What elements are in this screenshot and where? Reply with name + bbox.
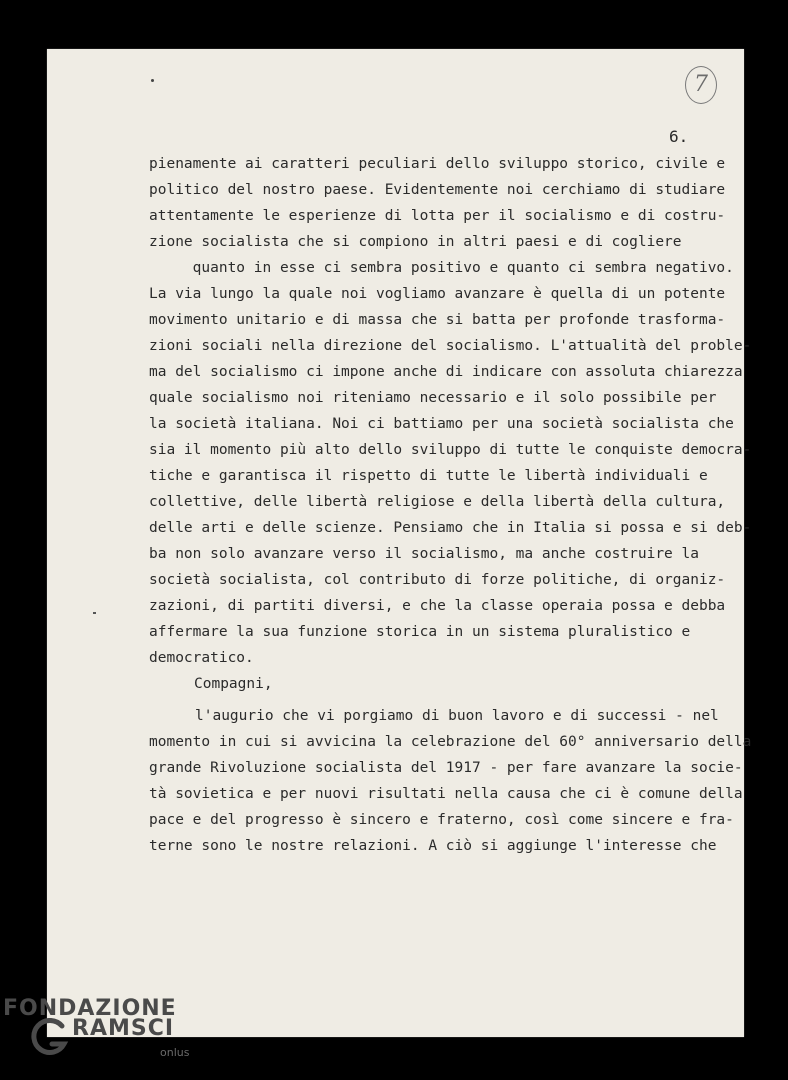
text-line: collettive, delle libertà religiose e della libertà della cultura, <box>149 494 726 510</box>
text-line: La via lungo la quale noi vogliamo avanzare è quella di un potente <box>149 286 726 302</box>
text-line: ma del socialismo ci impone anche di indicare con assoluta chiarezza <box>149 364 743 380</box>
fondazione-gramsci-logo <box>0 996 200 1066</box>
text-line: zioni sociali nella direzione del socialismo. L'attualità del proble- <box>149 338 752 354</box>
margin-tick-mark <box>93 612 96 614</box>
text-line: grande Rivoluzione socialista del 1917 - per fare avanzare la socie- <box>149 760 743 776</box>
text-line: attentamente le esperienze di lotta per il socialismo e di costru- <box>149 208 726 224</box>
logo-text-ramsci: RAMSCI <box>72 1016 175 1041</box>
text-line: momento in cui si avvicina la celebrazione del 60° anniversario della <box>149 734 752 750</box>
text-line: democratico. <box>149 650 254 666</box>
text-line: delle arti e delle scienze. Pensiamo che in Italia si possa e si deb- <box>149 520 752 536</box>
text-line: zazioni, di partiti diversi, e che la classe operaia possa e debba <box>149 598 726 614</box>
text-line: tiche e garantisca il rispetto di tutte le libertà individuali e <box>149 468 708 484</box>
text-line: sia il momento più alto dello sviluppo di tutte le conquiste democra- <box>149 442 752 458</box>
text-line: pace e del progresso è sincero e fraterno, così come sincere e fra- <box>149 812 734 828</box>
text-line: movimento unitario e di massa che si batta per profonde trasforma- <box>149 312 726 328</box>
text-line: zione socialista che si compiono in altri paesi e di cogliere <box>149 234 682 250</box>
logo-g-mark-icon <box>30 1018 70 1058</box>
logo-text-onlus: onlus <box>160 1046 190 1059</box>
text-line: quanto in esse ci sembra positivo e quanto ci sembra negativo. <box>149 260 734 276</box>
text-line: terne sono le nostre relazioni. A ciò si aggiunge l'interesse che <box>149 838 717 854</box>
logo-text-fondazione: FONDAZIONE <box>3 996 177 1021</box>
text-line: la società italiana. Noi ci battiamo per una società socialista che <box>149 416 734 432</box>
text-line: affermare la sua funzione storica in un sistema pluralistico e <box>149 624 691 640</box>
text-line: tà sovietica e per nuovi risultati nella causa che ci è comune della <box>149 786 743 802</box>
text-line: società socialista, col contributo di forze politiche, di organiz- <box>149 572 726 588</box>
typewritten-body <box>149 151 752 859</box>
text-line: quale socialismo noi riteniamo necessario e il solo possibile per <box>149 390 717 406</box>
paragraph-first-line: l'augurio che vi porgiamo di buon lavoro e di successi - nel <box>195 708 719 724</box>
text-line: pienamente ai caratteri peculiari dello sviluppo storico, civile e <box>149 156 726 172</box>
ink-dot-mark <box>151 79 154 82</box>
salutation-line: Compagni, <box>194 676 273 692</box>
document-page <box>47 49 752 1037</box>
folio-circled-number: 7 <box>685 66 717 104</box>
text-line: ba non solo avanzare verso il socialismo, ma anche costruire la <box>149 546 699 562</box>
page-number: 6. <box>669 127 689 146</box>
text-line: politico del nostro paese. Evidentemente noi cerchiamo di studiare <box>149 182 726 198</box>
